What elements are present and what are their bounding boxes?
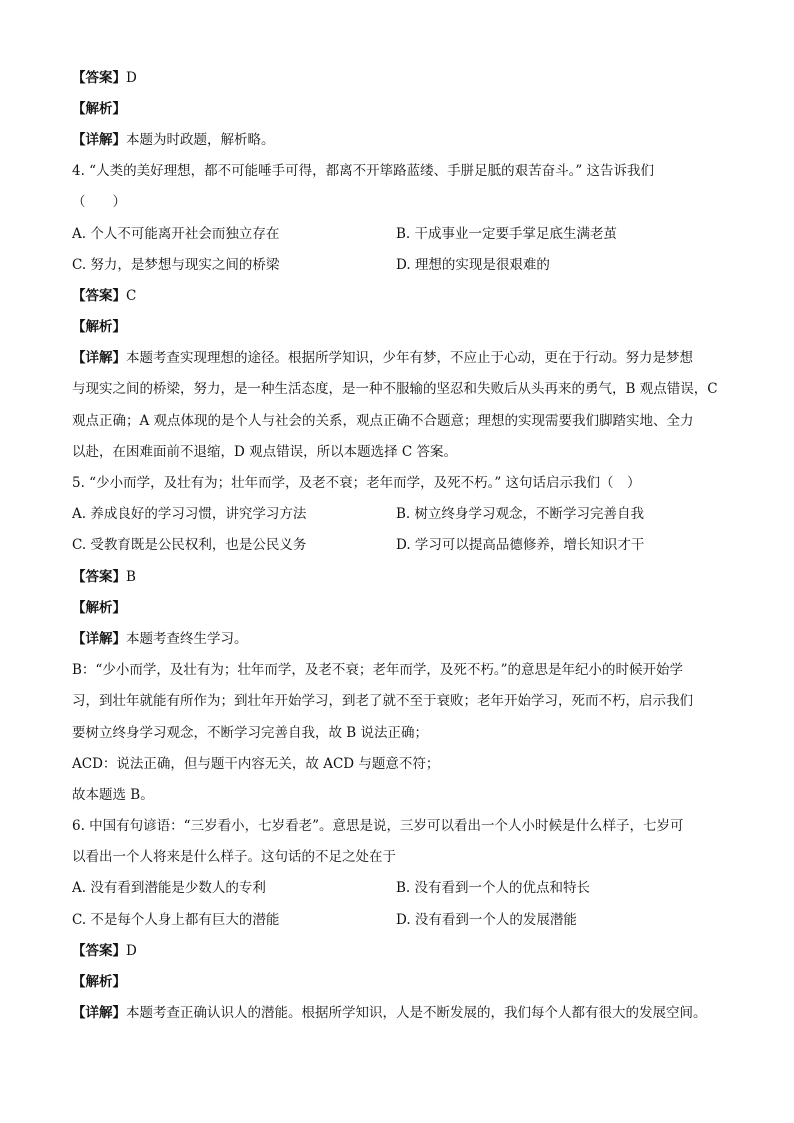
q5-options-row-1 — [72, 499, 762, 530]
q5-explain-line-2: 习，到壮年就能有所作为；到壮年开始学习，到老了就不至于衰败；老年开始学习，死而不朽，启示我们 — [72, 693, 693, 710]
q4-detail-line-2: 与现实之间的桥梁，努力，是一种生活态度，是一种不服输的坚忍和失败后从头再来的勇气，B 观点错误，C — [72, 381, 718, 398]
q3-detail: 【详解】本题为时政题，解析略。 — [72, 131, 275, 148]
q5-explain-line-1: B：“少小而学，及壮有为；壮年而学，及老不衰；老年而学，及死不朽。”的意思是年纪小的时候开始学 — [72, 662, 683, 679]
q6-options-row-2 — [72, 904, 762, 935]
exam-answer-page — [72, 62, 762, 1029]
q5-explain-line-3: 要树立终身学习观念，不断学习完善自我，故 B 说法正确； — [72, 724, 429, 741]
q4-option-b: B. 干成事业一定要手掌足底生满老茧 — [396, 225, 618, 242]
q4-option-a: A. 个人不可能离开社会而独立存在 — [72, 225, 280, 242]
q4-answer: 【答案】C — [72, 287, 137, 304]
q5-option-d: D. 学习可以提高品德修养，增长知识才干 — [396, 537, 645, 554]
q6-detail: 【详解】本题考查正确认识人的潜能。根据所学知识，人是不断发展的，我们每个人都有很大的发展空间。 — [72, 1005, 707, 1022]
q5-detail: 【详解】本题考查终生学习。 — [72, 630, 248, 647]
q5-analysis: 【解析】 — [72, 599, 126, 616]
q5-stem: 5. “少小而学，及壮有为；壮年而学，及老不衰；老年而学，及死不朽。” 这句话启示我们（ ） — [72, 475, 641, 492]
q5-explain-line-4: ACD：说法正确，但与题干内容无关，故 ACD 与题意不符； — [72, 755, 440, 772]
q4-options-row-2 — [72, 249, 762, 280]
q4-option-c: C. 努力，是梦想与现实之间的桥梁 — [72, 256, 280, 273]
q5-explain-line-5: 故本题选 B。 — [72, 786, 154, 803]
q4-analysis: 【解析】 — [72, 319, 126, 336]
q6-options-row-1 — [72, 873, 762, 904]
q4-options-row-1 — [72, 218, 762, 249]
q6-option-b: B. 没有看到一个人的优点和特长 — [396, 880, 591, 897]
q6-answer: 【答案】D — [72, 942, 137, 959]
q6-option-d: D. 没有看到一个人的发展潜能 — [396, 911, 577, 928]
q6-stem-line-1: 6. 中国有句谚语：“三岁看小，七岁看老”。意思是说，三岁可以看出一个人小时候是什么样子，七岁可 — [72, 818, 684, 835]
q6-analysis: 【解析】 — [72, 974, 126, 991]
q5-option-c: C. 受教育既是公民权利，也是公民义务 — [72, 537, 307, 554]
q5-answer: 【答案】B — [72, 568, 136, 585]
q5-option-a: A. 养成良好的学习习惯，讲究学习方法 — [72, 506, 307, 523]
q4-detail-line-1: 【详解】本题考查实现理想的途径。根据所学知识，少年有梦，不应止于心动，更在于行动。努力是梦想 — [72, 350, 693, 367]
q4-detail-line-4: 以赴，在困难面前不退缩，D 观点错误，所以本题选择 C 答案。 — [72, 443, 458, 460]
q5-options-row-2 — [72, 530, 762, 561]
q4-option-d: D. 理想的实现是很艰难的 — [396, 256, 550, 273]
q3-analysis: 【解析】 — [72, 100, 126, 117]
q4-paren: （ ） — [72, 194, 126, 211]
q5-option-b: B. 树立终身学习观念，不断学习完善自我 — [396, 506, 645, 523]
q3-answer: 【答案】D — [72, 69, 137, 86]
q6-stem-line-2: 以看出一个人将来是什么样子。这句话的不足之处在于 — [72, 849, 396, 866]
q4-detail-line-3: 观点正确；A 观点体现的是个人与社会的关系，观点正确不合题意；理想的实现需要我们脚踏实地、全力 — [72, 412, 694, 429]
q4-stem: 4. “人类的美好理想，都不可能唾手可得，都离不开筚路蓝缕、手胼足胝的艰苦奋斗。” 这告诉我们 — [72, 163, 655, 180]
q6-option-a: A. 没有看到潜能是少数人的专利 — [72, 880, 266, 897]
q6-option-c: C. 不是每个人身上都有巨大的潜能 — [72, 911, 280, 928]
